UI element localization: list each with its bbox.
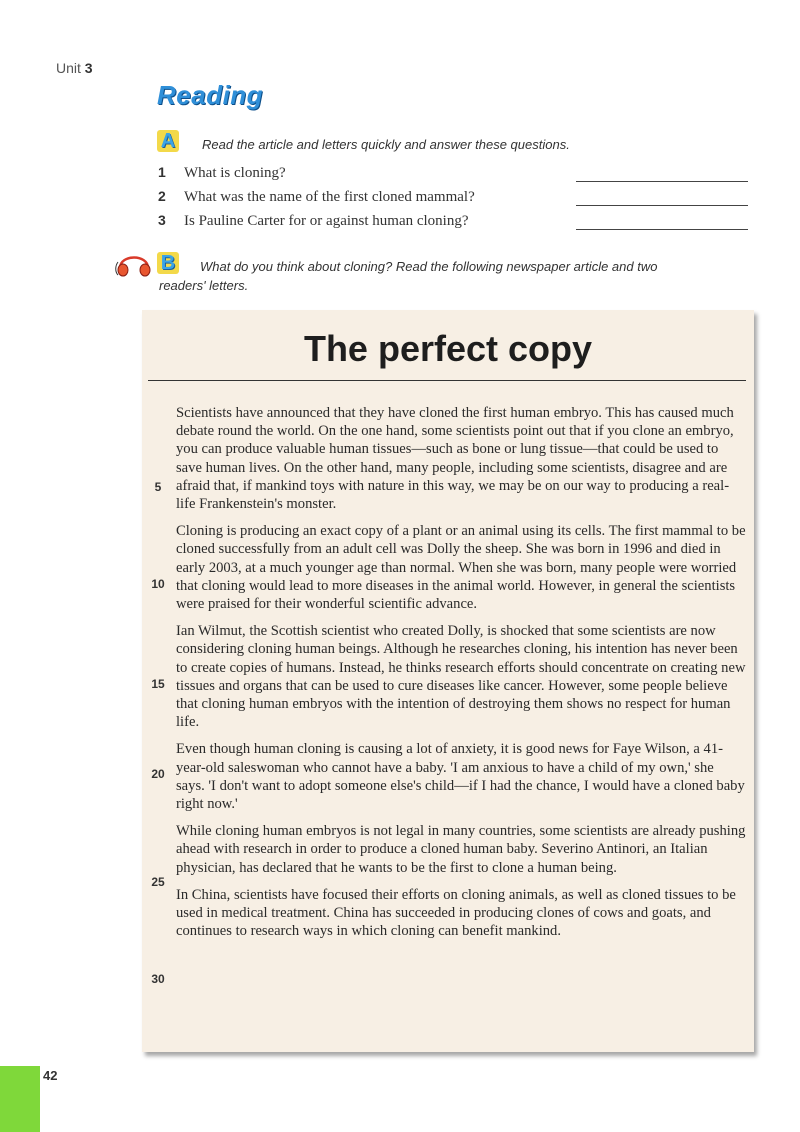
question-number: 3 xyxy=(158,212,166,228)
question-number: 1 xyxy=(158,164,166,180)
line-number-30: 30 xyxy=(151,972,165,986)
answer-line-2[interactable] xyxy=(576,204,748,206)
line-number-10: 10 xyxy=(151,577,165,591)
page-tab xyxy=(0,1066,40,1132)
section-a-badge: A xyxy=(157,130,179,152)
article-paragraph-3: Ian Wilmut, the Scottish scientist who created Dolly, is shocked that some scientists are now considering cloning human beings. Although he researches cloning, his intention has never been to create copies of humans. Instead, he thinks research efforts should concentrate on creating new tissues and organs that can be used to cure diseases like cancer. However, some people believe that cloning human embryos with the intention of destroying them shows no respect for human life. xyxy=(176,623,746,731)
line-number-25: 25 xyxy=(151,875,165,889)
question-text: What was the name of the first cloned mammal? xyxy=(184,189,475,205)
unit-number: 3 xyxy=(84,60,93,76)
line-number-20: 20 xyxy=(151,767,165,781)
line-number-5: 5 xyxy=(154,480,162,494)
question-3 xyxy=(158,212,469,230)
section-b-instruction-line-1: What do you think about cloning? Read the following newspaper article and two xyxy=(200,259,658,274)
article-body xyxy=(176,404,746,949)
question-1 xyxy=(158,164,286,182)
question-2 xyxy=(158,188,475,206)
section-a-instruction: Read the article and letters quickly and answer these questions. xyxy=(202,137,570,152)
question-text: What is cloning? xyxy=(184,165,286,181)
article-paragraph-4: Even though human cloning is causing a lot of anxiety, it is good news for Faye Wilson, a 41-year-old saleswoman who cannot have a baby. 'I am anxious to have a child of my own,' she says. 'I don't want to adopt someone else's child—if I had the chance, I would have a cloned baby right now.' xyxy=(176,741,745,813)
question-text: Is Pauline Carter for or against human cloning? xyxy=(184,213,469,229)
question-number: 2 xyxy=(158,188,166,204)
section-b-badge: B xyxy=(157,252,179,274)
unit-label xyxy=(56,60,93,76)
headphones-icon[interactable] xyxy=(114,248,154,278)
article-paragraph-1: Scientists have announced that they have cloned the first human embryo. This has caused much debate round the world. On the one hand, some scientists point out that if you clone an embryo, you can produce valuable human tissues—such as bone or lung tissue—that could be used to save human lives. On the other hand, many people, including some scientists, disagree and are afraid that, if mankind toys with nature in this way, we may be on our way to producing a real-life Frankenstein's monster. xyxy=(176,405,734,513)
article-paragraph-2: Cloning is producing an exact copy of a plant or an animal using its cells. The first mammal to be cloned successfully from an adult cell was Dolly the sheep. She was born in 1996 and died in early 2003, at a much younger age than normal. When she was born, many people were worried that cloning would lead to more diseases in the animal world. However, in general the scientists were praised for their wonderful scientific advance. xyxy=(176,523,746,613)
unit-label-text: Unit xyxy=(56,60,81,76)
answer-line-3[interactable] xyxy=(576,228,748,230)
article-paragraph-6: In China, scientists have focused their efforts on cloning animals, as well as cloned tissues to be used in medical treatment. China has succeeded in producing clones of cows and goats, and continues to research ways in which cloning can benefit mankind. xyxy=(176,886,736,940)
answer-line-1[interactable] xyxy=(576,180,748,182)
section-title: Reading xyxy=(157,80,264,110)
section-b-instruction-line-2: readers' letters. xyxy=(159,278,249,293)
page-number: 42 xyxy=(43,1068,58,1083)
title-divider xyxy=(148,380,746,381)
article-title: The perfect copy xyxy=(303,328,593,369)
line-number-15: 15 xyxy=(151,677,165,691)
article-paragraph-5: While cloning human embryos is not legal in many countries, some scientists are already pushing ahead with research in order to produce a cloned human baby. Severino Antinori, an Italian physician, has declared that he wants to be the first to clone a human being. xyxy=(176,823,746,876)
